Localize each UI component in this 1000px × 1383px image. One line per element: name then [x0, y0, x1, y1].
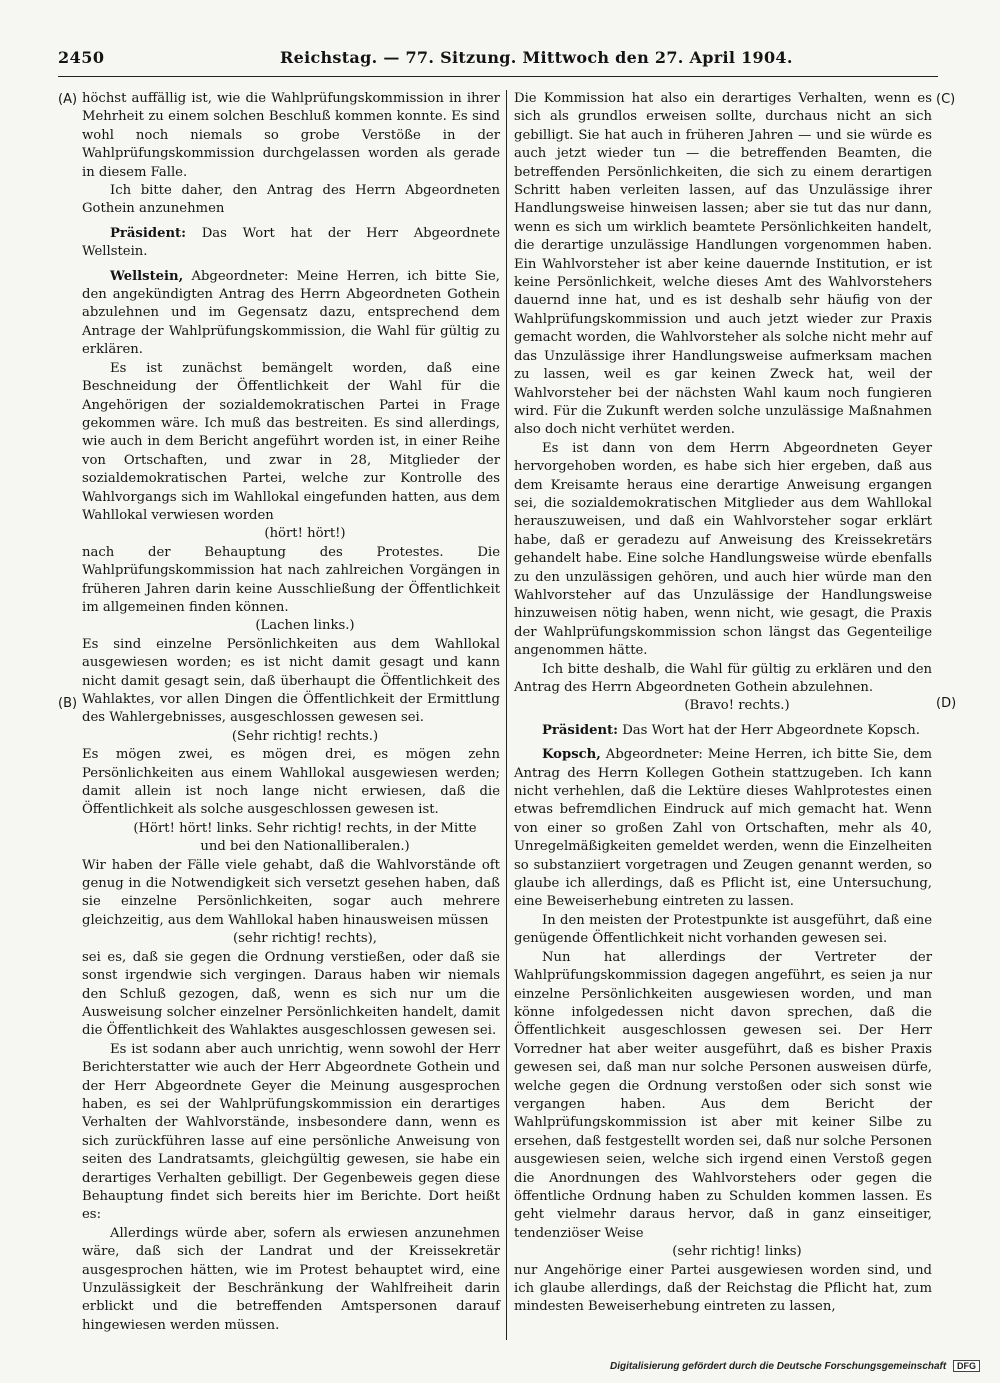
paragraph: In den meisten der Protestpunkte ist ausgeführt, daß eine genügende Öffentlichkeit nicht vorhanden gewesen sei. [514, 912, 932, 947]
paragraph: Die Kommission hat also ein derartiges Verhalten, wenn es sich als grundlos erweisen sollte, durchaus nicht an sich gebilligt. Sie hat auch in früheren Jahren — und sie würde es auch jetzt wieder tun — die betreffenden Beamten, die betreffenden Persönlichkeiten, die sich zu einem derartigen Schritt haben verleiten lassen, auf das Unzulässige ihrer Handlungsweise hinweisen lassen; aber sie tut das nur dann, wenn es sich um wirklich beamtete Persönlichkeiten handelt, die derartige unzulässige Handlungen vorgenommen haben. Ein Wahlvorsteher ist aber keine dauernde Institution, er ist keine Persönlichkeit, welche dieses Amt des Wahlvorstehers dauernd inne hat, und es ist deshalb sehr häufig von der Wahlprüfungskommission und auch jetzt wieder zur Praxis gemacht worden, die Wahlvorsteher als solche nicht mehr auf das Unzulässige ihrer Handlungsweise aufmerksam machen zu lassen, weil es gar keinen Zweck hat, weil der Wahlvorsteher bei der nächsten Wahl kaum noch fungieren wird. Für die Zukunft werden solche unzulässige Maßnahmen also doch nicht verhütet werden. [514, 91, 932, 438]
paragraph: Kopsch, Abgeordneter: Meine Herren, ich bitte Sie, dem Antrag des Herrn Kollegen Gothein stattzugeben. Ich kann nicht verhehlen, daß die Lektüre dieses Wahlprotestes einen etwas befremdlichen Eindruck auf mich gemacht hat. Wenn von einer so großen Zahl von Ortschaften, mehr als 40, Unregelmäßigkeiten gemeldet werden, wenn die Einzelheiten so substanziiert vorgetragen und Zeugen genannt werden, so glaube ich allerdings, daß es Pflicht ist, eine Untersuchung, eine Beweiserhebung eintreten zu lassen. [514, 747, 932, 910]
paragraph: Es ist dann von dem Herrn Abgeordneten Geyer hervorgehoben worden, es habe sich hier ergeben, daß aus dem Kreisamte heraus eine derartige Anweisung ergangen sei, die sozialdemokratischen Mitglieder aus dem Wahllokal herauszuweisen, und daß ein Wahlvorsteher sogar erklärt habe, daß er geradezu auf Anweisung des Kreissekretärs gehandelt habe. Eine solche Handlungsweise würde ebenfalls zu den unzulässigen gehören, und auch hier würde man den Wahlvorsteher auf das Unzulässige der Handlungsweise hinzuweisen nötig haben, wenn nicht, wie gesagt, die Praxis der Wahlprüfungskommission schon längst das Gegenteilige angenommen hätte. [514, 440, 932, 659]
paragraph: Ich bitte daher, den Antrag des Herrn Abgeordneten Gothein anzunehmen [82, 183, 500, 217]
speaker-name: Präsident: [542, 722, 619, 738]
paragraph: höchst auffällig ist, wie die Wahlprüfungskommission in ihrer Mehrheit zu einem solchen Beschluß kommen konnte. Es sind wohl noch niemals so grobe Verstöße in der Wahlprüfungskommission durchgelassen worden als gerade in diesem Falle. [82, 91, 500, 180]
paragraph: Wellstein, Abgeordneter: Meine Herren, ich bitte Sie, den angekündigten Antrag des Herrn Abgeordneten Gothein abzulehnen und im Gegensatz dazu, entsprechend dem Antrage der Wahlprüfungskommission, die Wahl für gültig zu erklären. [82, 268, 500, 358]
paragraph: Ich bitte deshalb, die Wahl für gültig zu erklären und den Antrag des Herrn Abgeordneten Gothein abzulehnen. [514, 661, 932, 695]
credit-text: Digitalisierung gefördert durch die Deutsche Forschungsgemeinschaft [610, 1361, 947, 1372]
margin-marker-a: (A) [58, 92, 78, 107]
paragraph: Es sind einzelne Persönlichkeiten aus dem Wahllokal ausgewiesen worden; es ist nicht damit gesagt und kann nicht damit gesagt sein, daß überhaupt die Öffentlichkeit des Wahlaktes, vor allen Dingen die Öffentlichkeit der Ermittlung des Wahlergebnisses, ausgeschlossen gewesen sei. [82, 636, 500, 726]
margin-marker-b: (B) [58, 696, 78, 711]
digitization-credit [610, 1360, 980, 1372]
margin-marker-d: (D) [936, 696, 957, 711]
interjection: (Sehr richtig! rechts.) [231, 728, 379, 744]
column-divider [506, 90, 507, 1340]
interjection: (Lachen links.) [255, 618, 355, 634]
paragraph: Präsident: Das Wort hat der Herr Abgeordnete Wellstein. [82, 225, 500, 260]
speaker-name: Wellstein, [110, 268, 184, 284]
paragraph: nur Angehörige einer Partei ausgewiesen worden sind, und ich glaube allerdings, daß der Reichstag die Pflicht hat, zum mindesten Beweiserhebung eintreten zu lassen, [514, 1262, 932, 1315]
paragraph: nach der Behauptung des Protestes. Die Wahlprüfungskommission hat nach zahlreichen Vorgängen in früheren Jahren darin keine Ausschließung der Öffentlichkeit im allgemeinen finden können. [82, 544, 500, 615]
interjection: (hört! hört!) [264, 526, 346, 542]
right-column [514, 90, 932, 1317]
interjection: und bei den Nationalliberalen.) [200, 839, 410, 855]
paragraph: Es mögen zwei, es mögen drei, es mögen zehn Persönlichkeiten aus einem Wahllokal ausgewiesen werden; damit allein ist noch lange nicht erwiesen, daß die Öffentlichkeit als solche ausgeschlossen gewesen ist. [82, 747, 500, 818]
margin-marker-c: (C) [936, 92, 956, 107]
dfg-logo: DFG [953, 1360, 980, 1372]
interjection: (Hört! hört! links. Sehr richtig! rechts, in der Mitte [133, 820, 477, 836]
page-number: 2450 [58, 48, 105, 67]
speaker-name: Präsident: [110, 225, 187, 241]
paragraph: Präsident: Das Wort hat der Herr Abgeordnete Kopsch. [542, 722, 920, 738]
running-title: Reichstag. — 77. Sitzung. Mittwoch den 27. April 1904. [280, 48, 793, 67]
block-quote: Allerdings würde aber, sofern als erwiesen anzunehmen wäre, daß sich der Landrat und der Kreissekretär ausgesprochen hätten, wie im Protest behauptet wird, eine Unzulässigkeit der Beschränkung der Wahlfreiheit darin erblickt und die betreffenden Amtspersonen darauf hingewiesen werden müssen. [82, 1225, 500, 1333]
speaker-name: Kopsch, [542, 747, 601, 763]
paragraph: sei es, daß sie gegen die Ordnung verstießen, oder daß sie sonst irgendwie sich vergingen. Daraus haben wir niemals den Schluß gezogen, daß, wenn es sich nur um die Ausweisung solcher einzelner Persönlichkeiten handelt, damit die Öffentlichkeit des Wahlaktes ausgeschlossen gewesen sei. [82, 949, 500, 1039]
interjection: (sehr richtig! links) [672, 1244, 802, 1260]
interjection: (Bravo! rechts.) [684, 698, 790, 714]
header-rule [58, 76, 938, 77]
page-header [58, 48, 938, 72]
left-column [82, 90, 500, 1335]
paragraph: Nun hat allerdings der Vertreter der Wahlprüfungskommission dagegen angeführt, es seien ja nur einzelne Persönlichkeiten ausgewiesen worden, und man könne infolgedessen nicht davon sprechen, daß die Öffentlichkeit ausgeschlossen gewesen sei. Der Herr Vorredner hat aber weiter ausgeführt, daß es bisher Praxis gewesen sei, daß man nur solche Personen ausweisen dürfe, welche gegen die Ordnung verstoßen oder sich sonst wie vergangen haben. Aus dem Bericht der Wahlprüfungskommission ist aber mit keiner Silbe zu ersehen, daß festgestellt worden sei, daß nur solche Personen ausgewiesen seien, welche sich irgend einen Verstoß gegen die Anordnungen des Wahlvorstehers oder gegen die öffentliche Ordnung haben zu Schulden kommen lassen. Es geht vielmehr daraus hervor, daß in ganz einseitiger, tendenziöser Weise [514, 949, 932, 1241]
paragraph: Es ist zunächst bemängelt worden, daß eine Beschneidung der Öffentlichkeit der Wahl für die Angehörigen der sozialdemokratischen Partei in Frage gekommen wäre. Ich muß das bestreiten. Es sind allerdings, wie auch in dem Bericht angeführt worden ist, in einer Reihe von Ortschaften, und zwar in 28, Mitglieder der sozialdemokratischen Partei, welche zur Kontrolle des Wahlvorgangs sich im Wahllokal eingefunden hatten, aus dem Wahllokal verwiesen worden [82, 360, 500, 523]
paragraph: Es ist sodann aber auch unrichtig, wenn sowohl der Herr Berichterstatter wie auch der Herr Abgeordnete Gothein und der Herr Abgeordnete Geyer die Meinung ausgesprochen haben, es sei der Wahlprüfungskommission ein derartiges Verhalten der Wahlvorstände, insbesondere dann, wenn es sich zurückführen lasse auf eine persönliche Anweisung von seiten des Landratsamts, gleichgültig gewesen, sie habe ein derartiges Verhalten gebilligt. Der Gegenbeweis gegen diese Behauptung findet sich bereits hier im Berichte. Dort heißt es: [82, 1041, 500, 1223]
interjection: (sehr richtig! rechts), [233, 931, 377, 947]
paragraph: Wir haben der Fälle viele gehabt, daß die Wahlvorstände oft genug in die Notwendigkeit sich versetzt gesehen haben, daß sie einzelne Persönlichkeiten, sogar auch mehrere gleichzeitig, aus dem Wahllokal haben hinausweisen müssen [82, 857, 500, 928]
